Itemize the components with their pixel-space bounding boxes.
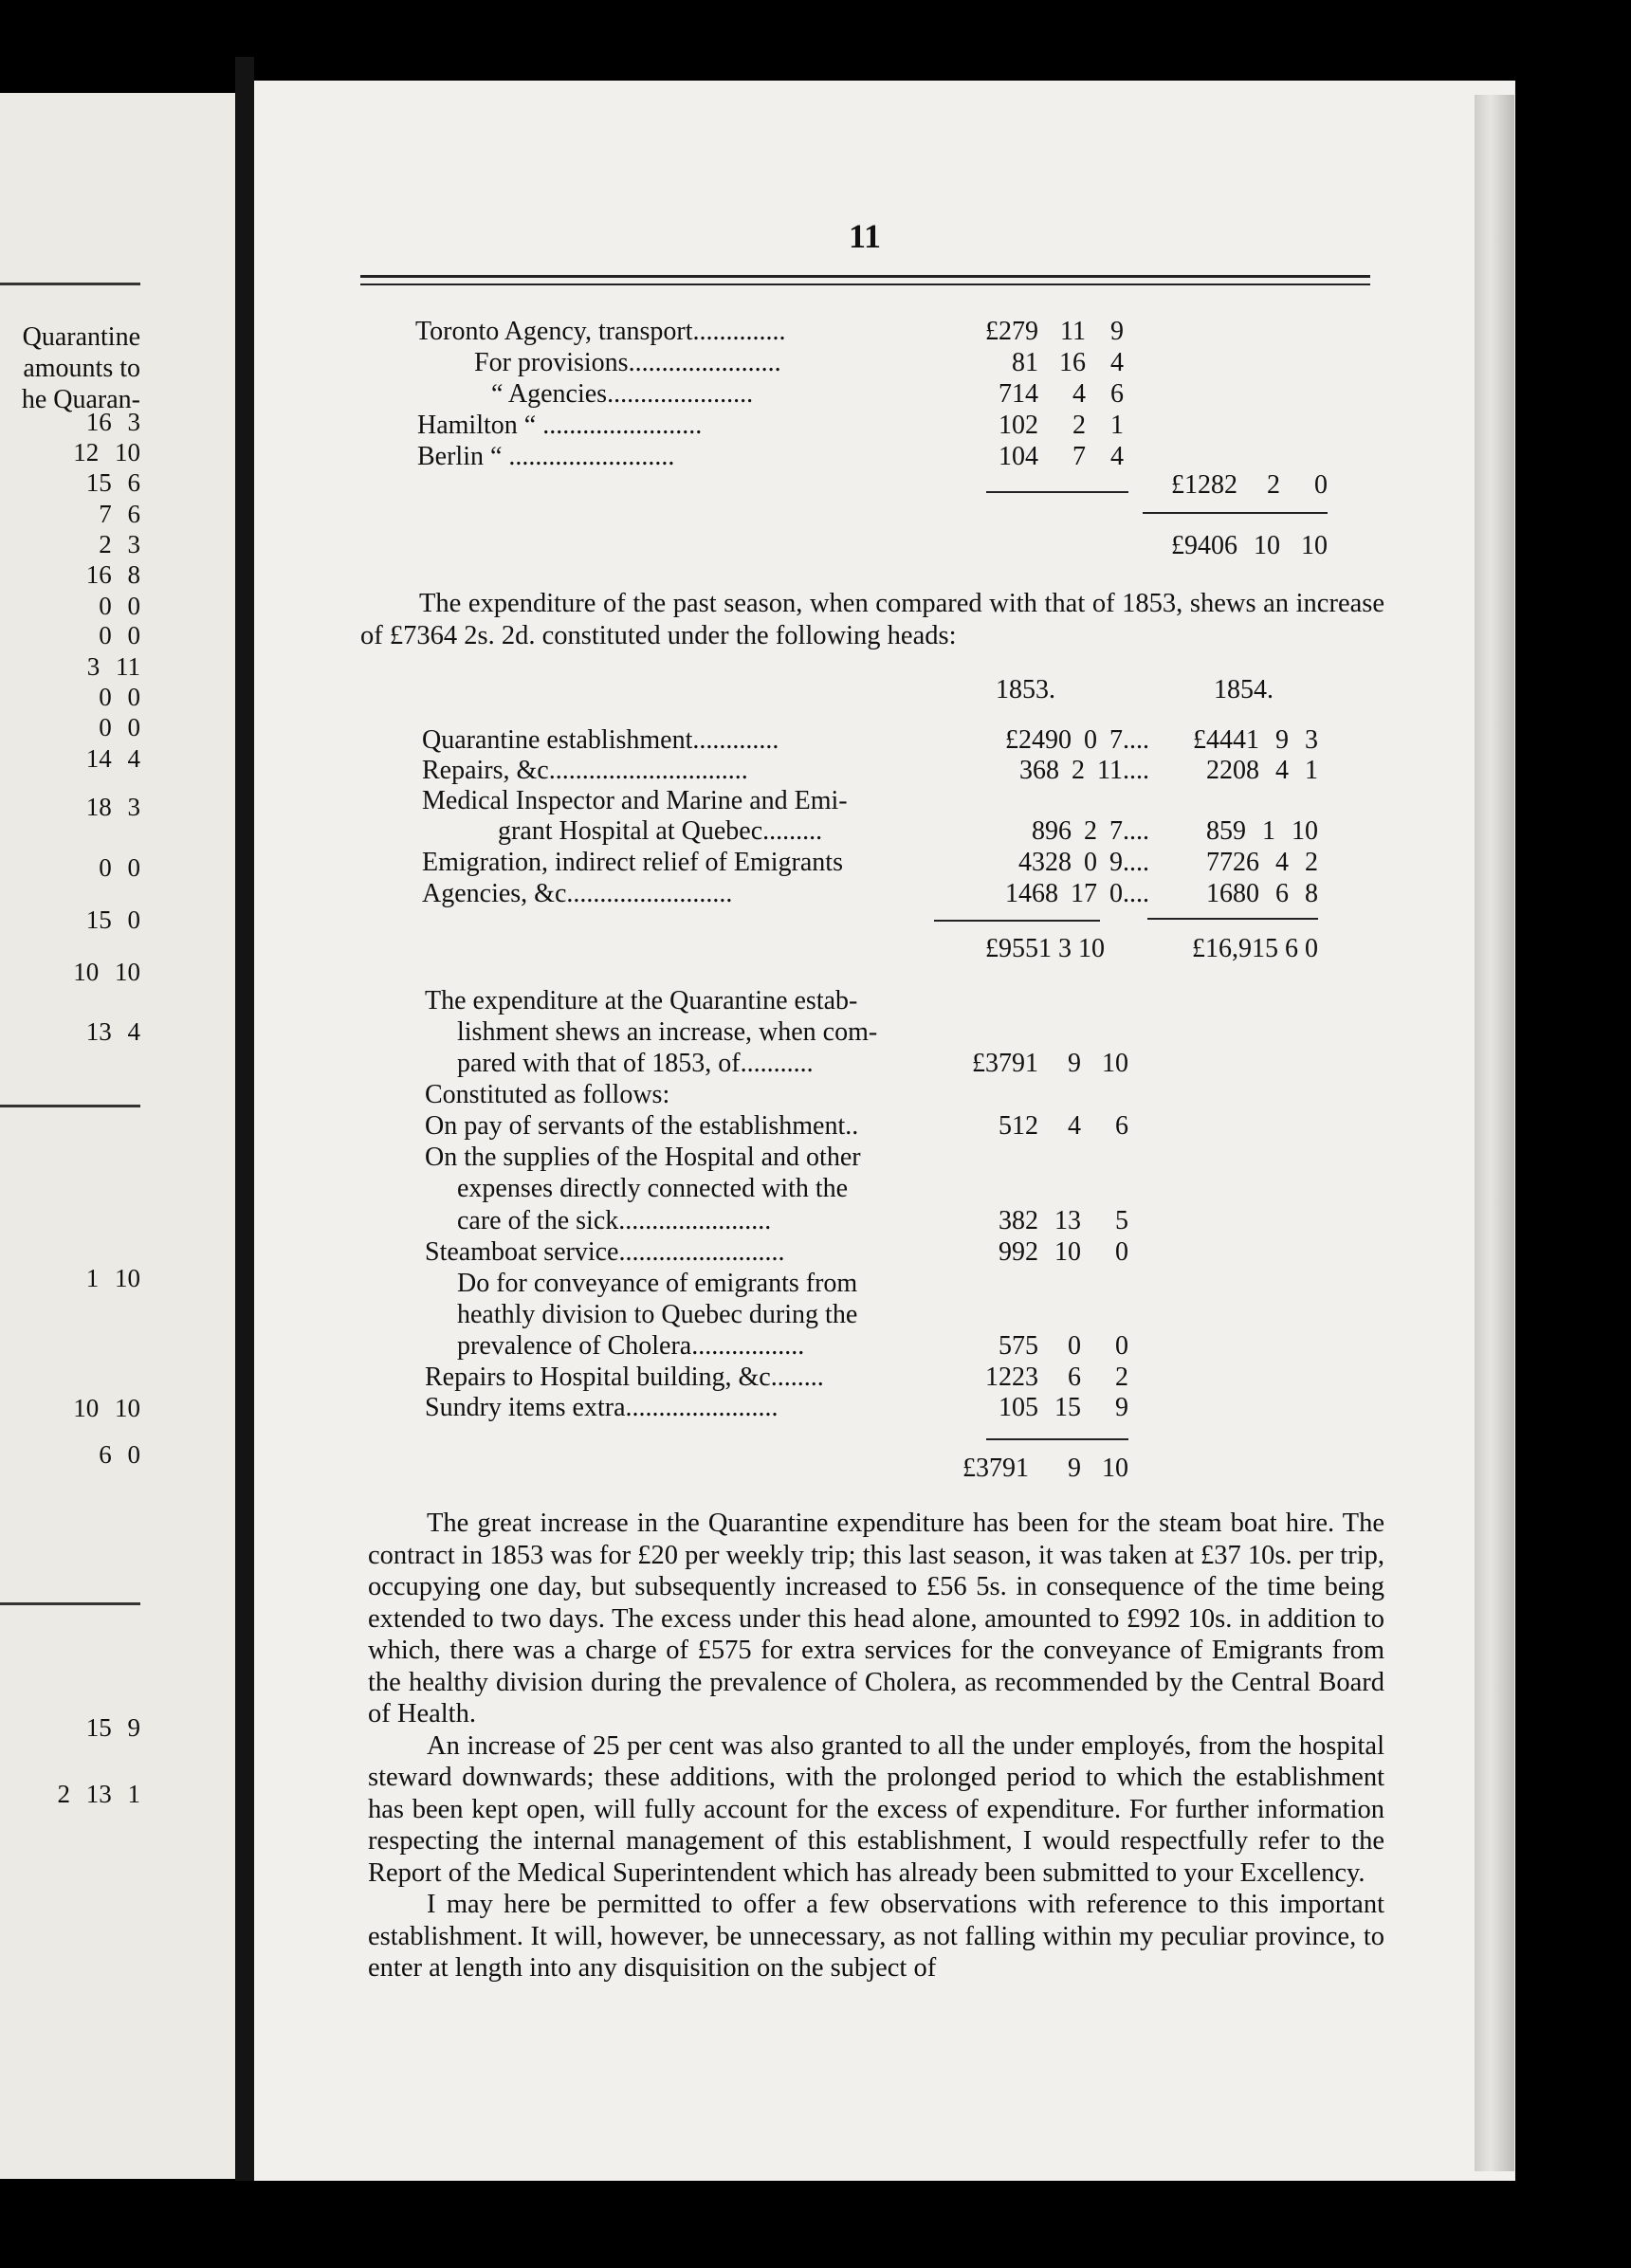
left-figure: 15 9: [85, 1713, 140, 1742]
page-number: 11: [849, 217, 882, 255]
comparison-1853-value: 896 2 7....: [1032, 816, 1149, 846]
quarantine-row: [0, 1393, 1328, 1425]
quarantine-label: On pay of servants of the establishment..: [425, 1111, 859, 1141]
agency-label: For provisions.......................: [474, 348, 781, 377]
agency-row: [0, 442, 1328, 474]
quarantine-row: [0, 1331, 1328, 1363]
agency-label: Berlin “ .........................: [417, 442, 675, 471]
agency-pence: 4: [1110, 442, 1124, 471]
left-figure: 10 10: [73, 958, 140, 986]
agency-shillings: 2: [1072, 411, 1086, 440]
quarantine-row: [0, 1049, 1328, 1081]
agency-row: [0, 348, 1328, 380]
quarantine-shillings: 0: [1068, 1331, 1081, 1361]
comparison-label: Medical Inspector and Marine and Emi-: [422, 786, 848, 815]
quarantine-row: [0, 1143, 1328, 1175]
comparison-total-1853: £9551 3 10: [985, 934, 1105, 963]
comparison-1853-value: 1468 17 0....: [1005, 879, 1149, 908]
quarantine-row: [0, 1174, 1328, 1206]
agency-subtotal-shillings: 2: [1267, 470, 1280, 500]
agency-row: [0, 317, 1328, 349]
comparison-1853-value: 4328 0 9....: [1018, 848, 1149, 877]
quarantine-pence: 6: [1115, 1111, 1128, 1141]
comparison-1853-value: 368 2 11....: [1019, 756, 1149, 785]
quarantine-row: [0, 1237, 1328, 1270]
left-figure: 18 3: [85, 793, 140, 821]
quarantine-pence: 2: [1115, 1363, 1128, 1392]
agency-shillings: 7: [1072, 442, 1086, 471]
quarantine-shillings: 10: [1054, 1237, 1081, 1267]
quarantine-row: [0, 1111, 1328, 1143]
left-header-line-1: Quarantine: [22, 322, 140, 352]
agency-subtotal-pence: 0: [1314, 470, 1328, 500]
comparison-row: [0, 848, 1328, 880]
left-figure: 1 10: [85, 1264, 140, 1292]
comparison-row: [0, 879, 1328, 911]
comparison-total-row: [0, 934, 1328, 966]
agency-shillings: 11: [1060, 317, 1086, 346]
quarantine-total-row: [0, 1454, 1328, 1486]
comparison-1854-value: 2208 4 1: [1206, 756, 1318, 785]
comparison-total-1854: £16,915 6 0: [1192, 934, 1318, 963]
agency-pounds: 102: [999, 411, 1038, 440]
left-rule: [0, 1602, 140, 1605]
left-figure: 2 13 1: [57, 1780, 140, 1808]
comparison-1854-value: £4441 9 3: [1193, 725, 1318, 755]
left-figure: 15 6: [85, 468, 140, 497]
quarantine-label: Steamboat service.........................: [425, 1237, 785, 1267]
quarantine-shillings: 9: [1068, 1049, 1081, 1078]
quarantine-shillings: 4: [1068, 1111, 1081, 1141]
quarantine-pounds: 382: [999, 1206, 1038, 1235]
agency-pence: 6: [1110, 379, 1124, 409]
quarantine-pounds: 512: [999, 1111, 1038, 1141]
col-1854-header: 1854.: [1214, 675, 1274, 704]
agency-pence: 1: [1110, 411, 1124, 440]
comparison-1854-value: 7726 4 2: [1206, 848, 1318, 877]
comparison-label: Quarantine establishment.............: [422, 725, 779, 755]
agency-total-shillings: 10: [1254, 531, 1280, 560]
left-figure: 13 4: [85, 1017, 140, 1046]
agency-subtotal-row: [0, 470, 1328, 503]
quarantine-pounds: 1223: [985, 1363, 1038, 1392]
quarantine-pence: 9: [1115, 1393, 1128, 1422]
left-figure: 16 3: [85, 408, 140, 436]
quarantine-row: [0, 1206, 1328, 1238]
quarantine-label: Constituted as follows:: [425, 1080, 670, 1109]
quarantine-total-pounds: £3791: [962, 1454, 1029, 1483]
comparison-row: [0, 725, 1328, 758]
left-figure: 3 11: [86, 652, 140, 681]
quarantine-shillings: 15: [1054, 1393, 1081, 1422]
left-figure: 16 8: [85, 560, 140, 589]
quarantine-pence: 0: [1115, 1331, 1128, 1361]
quarantine-row: [0, 1269, 1328, 1301]
agency-label: “ Agencies......................: [491, 379, 754, 409]
comparison-label: Agencies, &c.........................: [422, 879, 733, 908]
quarantine-label: The expenditure at the Quarantine estab-: [425, 986, 858, 1015]
comparison-row: [0, 786, 1328, 818]
quarantine-label: care of the sick.......................: [457, 1206, 772, 1235]
quarantine-pounds: 992: [999, 1237, 1038, 1267]
quarantine-label: lishment shews an increase, when com-: [457, 1017, 878, 1047]
quarantine-pence: 5: [1115, 1206, 1128, 1235]
comparison-1853-value: £2490 0 7....: [1005, 725, 1149, 755]
comparison-rule-1854: [1147, 918, 1318, 920]
quarantine-label: prevalence of Cholera.................: [457, 1331, 805, 1361]
left-figure: 0 0: [99, 621, 140, 649]
agency-rule-2: [1143, 512, 1328, 514]
agency-pounds: 81: [1012, 348, 1038, 377]
quarantine-rule: [986, 1438, 1128, 1440]
left-header-line-2: amounts to: [23, 354, 140, 383]
agency-pounds: £279: [985, 317, 1038, 346]
left-figure: 0 0: [99, 853, 140, 882]
comparison-label: grant Hospital at Quebec.........: [498, 816, 823, 846]
left-figure: 7 6: [99, 500, 140, 528]
agency-subtotal-pounds: £1282: [1171, 470, 1237, 500]
left-figure: 12 10: [73, 438, 140, 466]
quarantine-total-shillings: 9: [1068, 1454, 1081, 1483]
left-figure: 6 0: [99, 1440, 140, 1469]
page-edge: [1475, 95, 1514, 2171]
comparison-row: [0, 816, 1328, 849]
agency-label: Toronto Agency, transport..............: [415, 317, 786, 346]
left-header-rule: [0, 283, 140, 285]
intro-paragraph: The expenditure of the past season, when compared with that of 1853, shews an increase of £7364 2s. 2d. constituted under the following heads:: [360, 589, 1384, 650]
comparison-label: Repairs, &c..............................: [422, 756, 748, 785]
agency-pounds: 714: [999, 379, 1038, 409]
comparison-1854-value: 1680 6 8: [1206, 879, 1318, 908]
left-figure: 2 3: [99, 530, 140, 558]
body-paragraph-1: The great increase in the Quarantine expenditure has been for the steam boat hire. The contract in 1853 was for £20 per weekly trip; this last season, it was taken at £37 10s. per trip, occupying one day, but subsequently increased to £56 5s. in consequence of the time being extended to two days. The excess under this head alone, amounted to £992 10s. in addition to which, there was a charge of £575 for extra services for the conveyance of Emigrants from the healthy division during the prevalence of Cholera, as recommended by the Central Board of Health.: [368, 1509, 1384, 1728]
quarantine-row: [0, 986, 1328, 1018]
agency-total-pounds: £9406: [1171, 531, 1237, 560]
quarantine-pence: 0: [1115, 1237, 1128, 1267]
quarantine-label: expenses directly connected with the: [457, 1174, 849, 1203]
agency-row: [0, 379, 1328, 412]
left-figure: 0 0: [99, 713, 140, 741]
quarantine-row: [0, 1080, 1328, 1112]
comparison-1854-value: 859 1 10: [1206, 816, 1318, 846]
body-text: [368, 1508, 1384, 1984]
quarantine-shillings: 13: [1054, 1206, 1081, 1235]
comparison-row: [0, 756, 1328, 788]
quarantine-pounds: 105: [999, 1393, 1038, 1422]
left-header-line-3: he Quaran-: [21, 385, 140, 414]
agency-pence: 4: [1110, 348, 1124, 377]
agency-label: Hamilton “ ........................: [417, 411, 703, 440]
agency-total-row: [0, 531, 1328, 563]
comparison-header: [0, 675, 1328, 707]
agency-pence: 9: [1110, 317, 1124, 346]
agency-shillings: 4: [1072, 379, 1086, 409]
body-paragraph-3: I may here be permitted to offer a few observations with reference to this important establishment. It will, however, be unnecessary, as not falling within my peculiar province, to enter at length into any disquisition on the subject of: [368, 1890, 1384, 1983]
left-figure: 0 0: [99, 592, 140, 620]
quarantine-pounds: £3791: [972, 1049, 1038, 1078]
quarantine-row: [0, 1017, 1328, 1050]
agency-pounds: 104: [999, 442, 1038, 471]
agency-total-pence: 10: [1301, 531, 1328, 560]
quarantine-label: heathly division to Quebec during the: [457, 1300, 858, 1329]
quarantine-pounds: 575: [999, 1331, 1038, 1361]
quarantine-label: Sundry items extra.......................: [425, 1393, 779, 1422]
agency-shillings: 16: [1059, 348, 1086, 377]
quarantine-label: Do for conveyance of emigrants from: [457, 1269, 858, 1298]
comparison-label: Emigration, indirect relief of Emigrants: [422, 848, 843, 877]
quarantine-row: [0, 1363, 1328, 1395]
quarantine-label: pared with that of 1853, of...........: [457, 1049, 814, 1078]
body-paragraph-2: An increase of 25 per cent was also granted to all the under employés, from the hospital steward downwards; these additions, with the prolonged period to which the establishment has been kept open, will fully account for the excess of expenditure. For further information respecting the internal management of this establishment, I would respectfully refer to the Report of the Medical Superintendent which has already been submitted to your Excellency.: [368, 1730, 1384, 1888]
header-rule: [360, 275, 1370, 285]
quarantine-label: On the supplies of the Hospital and other: [425, 1143, 861, 1172]
quarantine-shillings: 6: [1068, 1363, 1081, 1392]
col-1853-header: 1853.: [996, 675, 1055, 704]
agency-row: [0, 411, 1328, 443]
left-figure: 10 10: [73, 1394, 140, 1422]
quarantine-label: Repairs to Hospital building, &c........: [425, 1363, 824, 1392]
left-figure: 14 4: [85, 744, 140, 773]
left-figure: 15 0: [85, 905, 140, 934]
left-figure: 0 0: [99, 683, 140, 711]
quarantine-total-pence: 10: [1102, 1454, 1128, 1483]
comparison-rule-1853: [934, 920, 1100, 922]
quarantine-pence: 10: [1102, 1049, 1128, 1078]
quarantine-row: [0, 1300, 1328, 1332]
